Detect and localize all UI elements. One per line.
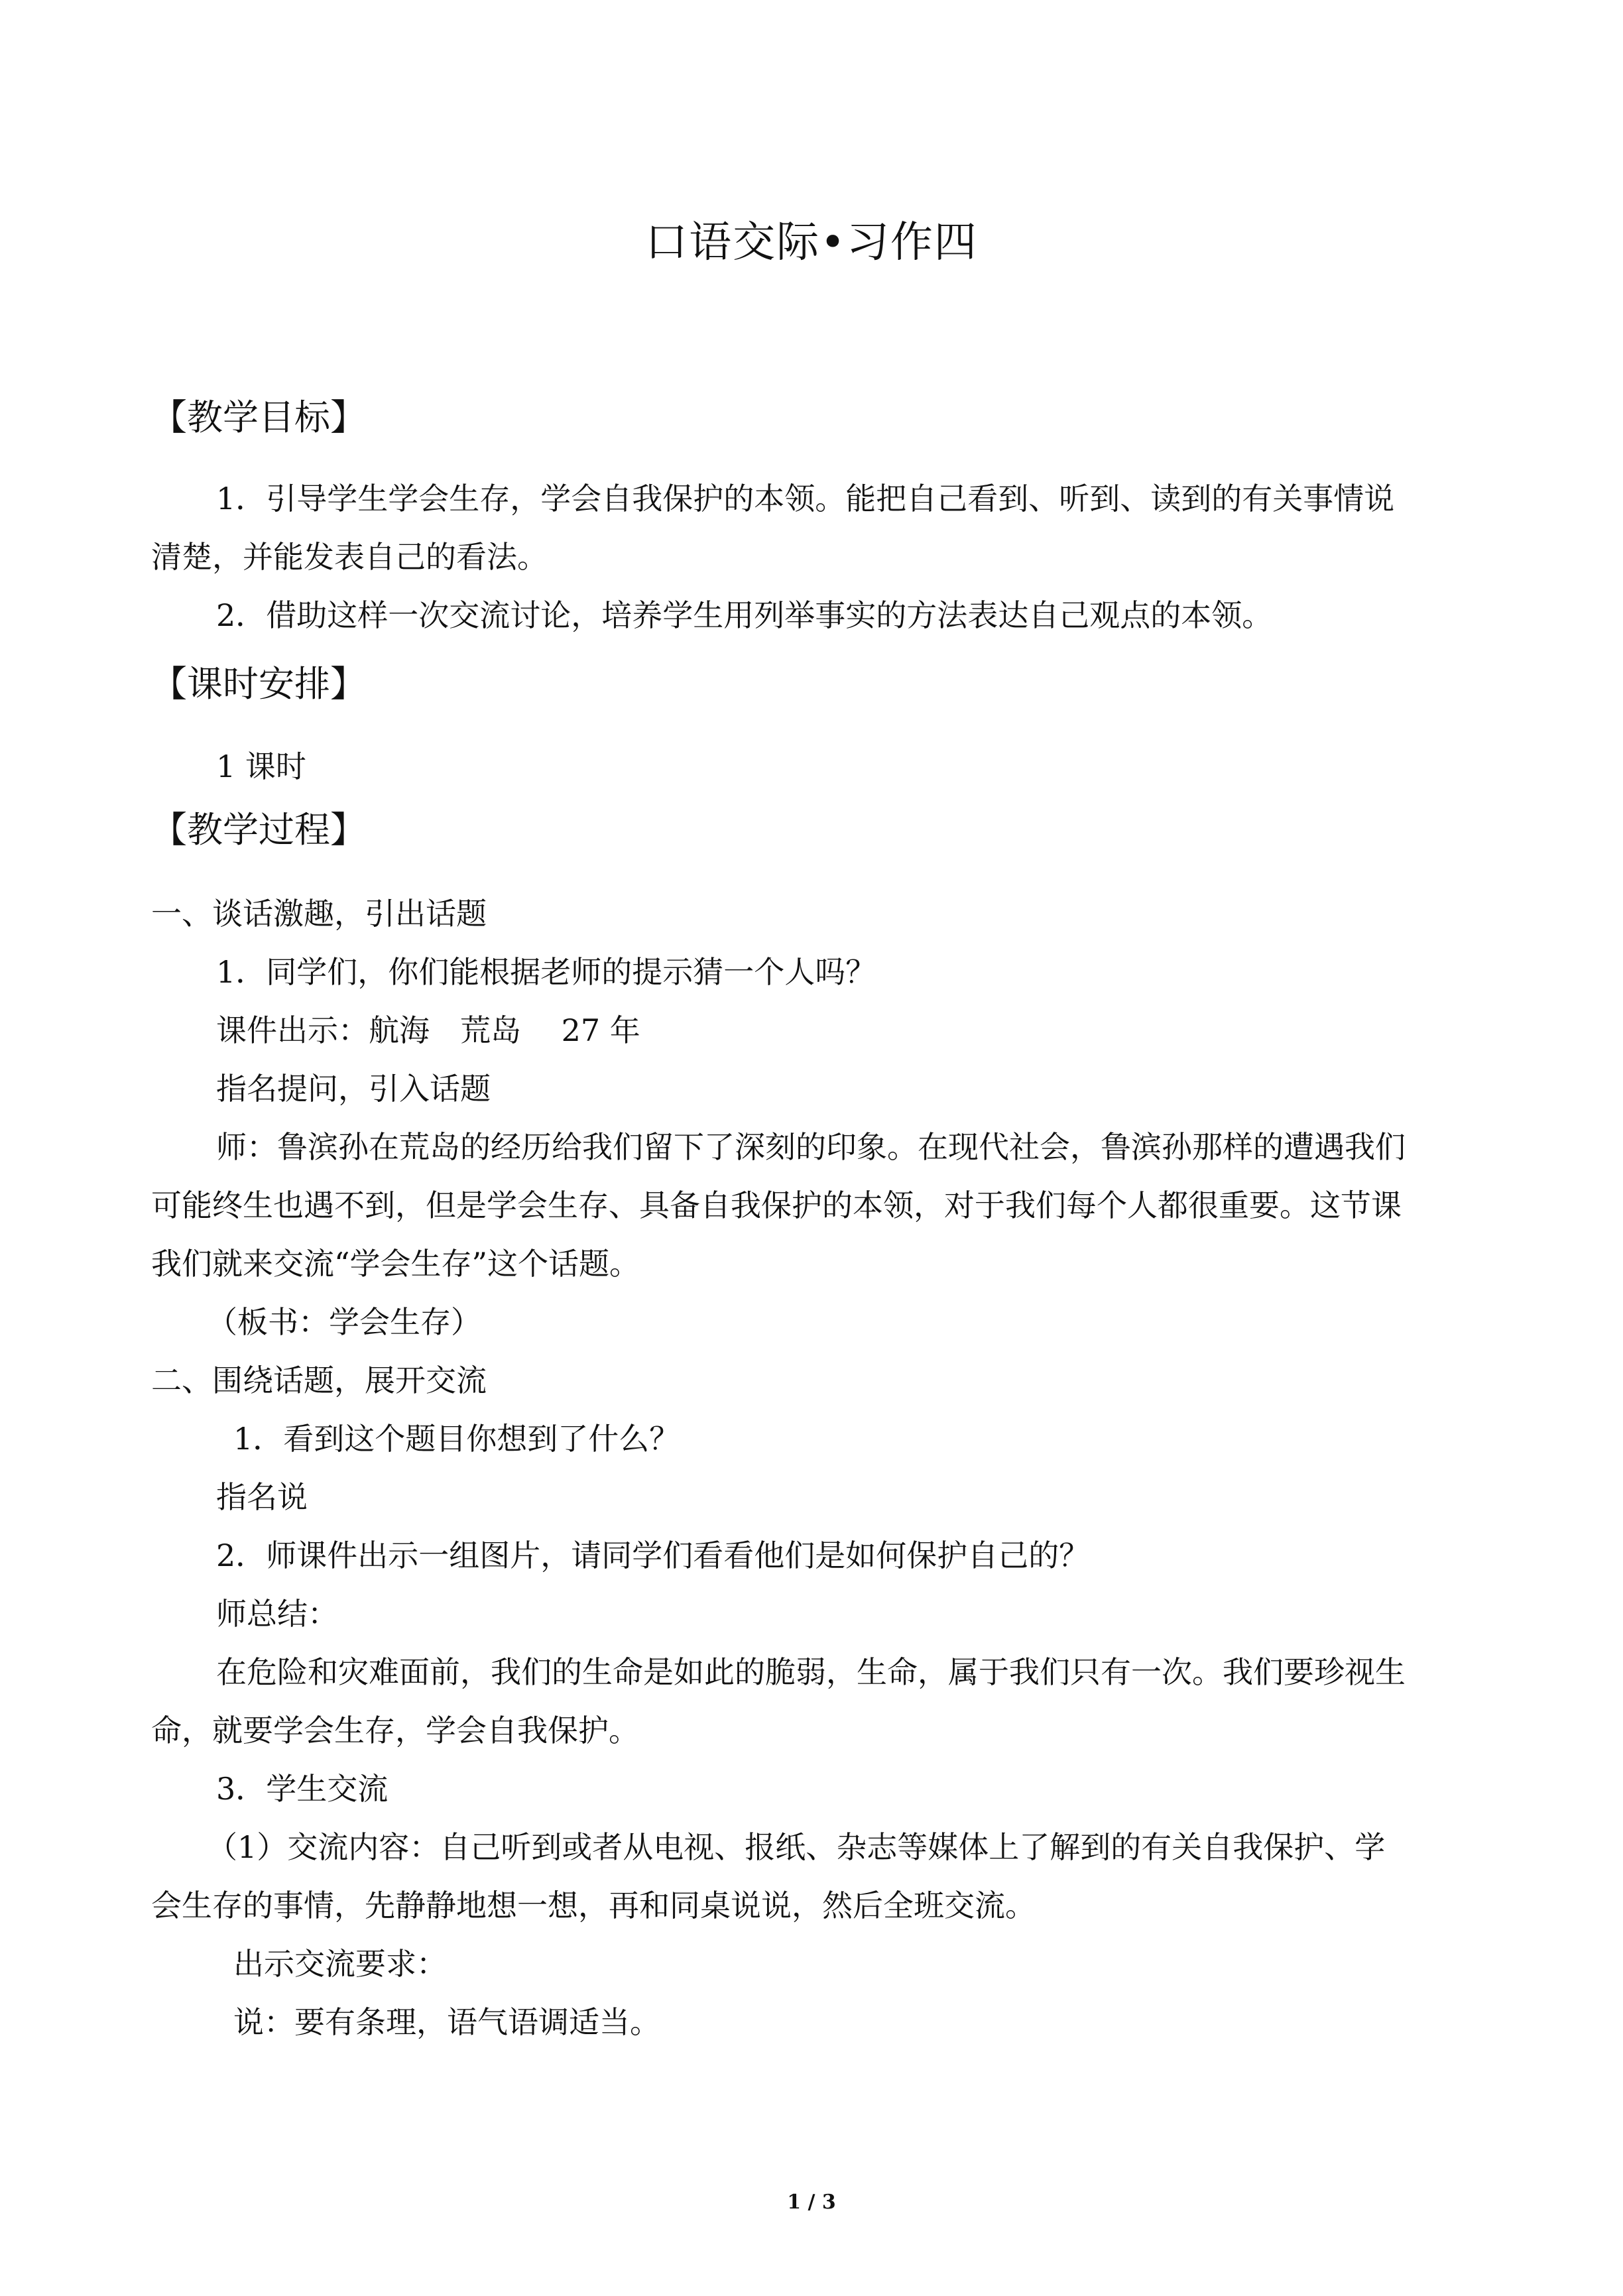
process-line-2: 1．同学们，你们能根据老师的提示猜一个人吗？: [216, 954, 876, 990]
process-line-12: 2．师课件出示一组图片，请同学们看看他们是如何保护自己的？: [216, 1538, 1090, 1573]
process-line-7: 我们就来交流“学会生存”这个话题。: [151, 1246, 640, 1282]
process-line-3: 课件出示：航海 荒岛 27 年: [216, 1012, 640, 1048]
process-line-11: 指名说: [216, 1479, 308, 1515]
process-line-17: （1）交流内容：自己听到或者从电视、报纸、杂志等媒体上了解到的有关自我保护、学: [207, 1829, 1386, 1865]
process-line-20: 说：要有条理，语气语调适当。: [233, 2004, 660, 2040]
goals-line-1: 1．引导学生学会生存，学会自我保护的本领。能把自己看到、听到、读到的有关事情说: [216, 481, 1395, 516]
process-line-8: （板书：学会生存）: [207, 1304, 481, 1340]
process-line-5: 师：鲁滨孙在荒岛的经历给我们留下了深刻的印象。在现代社会，鲁滨孙那样的遭遇我们: [216, 1129, 1406, 1165]
process-line-16: 3．学生交流: [216, 1771, 389, 1807]
document-title: 口语交际•习作四: [645, 218, 978, 267]
section-heading-goals: 【教学目标】: [151, 396, 366, 438]
process-line-15: 命，就要学会生存，学会自我保护。: [151, 1713, 639, 1748]
page-number: 1 / 3: [787, 2191, 836, 2214]
process-line-1: 一、谈话激趣，引出话题: [151, 896, 487, 932]
process-line-4: 指名提问，引入话题: [216, 1071, 491, 1107]
process-line-19: 出示交流要求：: [233, 1946, 447, 1982]
goals-line-3: 2．借助这样一次交流讨论，培养学生用列举事实的方法表达自己观点的本领。: [216, 597, 1273, 633]
section-heading-schedule: 【课时安排】: [151, 663, 366, 705]
section-heading-process: 【教学过程】: [151, 809, 366, 851]
schedule-line-1: 1 课时: [216, 749, 306, 784]
process-line-6: 可能终生也遇不到，但是学会生存、具备自我保护的本领，对于我们每个人都很重要。这节课: [151, 1187, 1402, 1223]
process-line-18: 会生存的事情，先静静地想一想，再和同桌说说，然后全班交流。: [151, 1888, 1036, 1923]
process-line-13: 师总结：: [216, 1596, 338, 1632]
goals-line-2: 清楚，并能发表自己的看法。: [151, 539, 548, 575]
process-line-14: 在危险和灾难面前，我们的生命是如此的脆弱，生命，属于我们只有一次。我们要珍视生: [216, 1654, 1406, 1690]
process-line-9: 二、围绕话题，展开交流: [151, 1362, 487, 1398]
process-line-10: 1．看到这个题目你想到了什么？: [233, 1421, 680, 1457]
